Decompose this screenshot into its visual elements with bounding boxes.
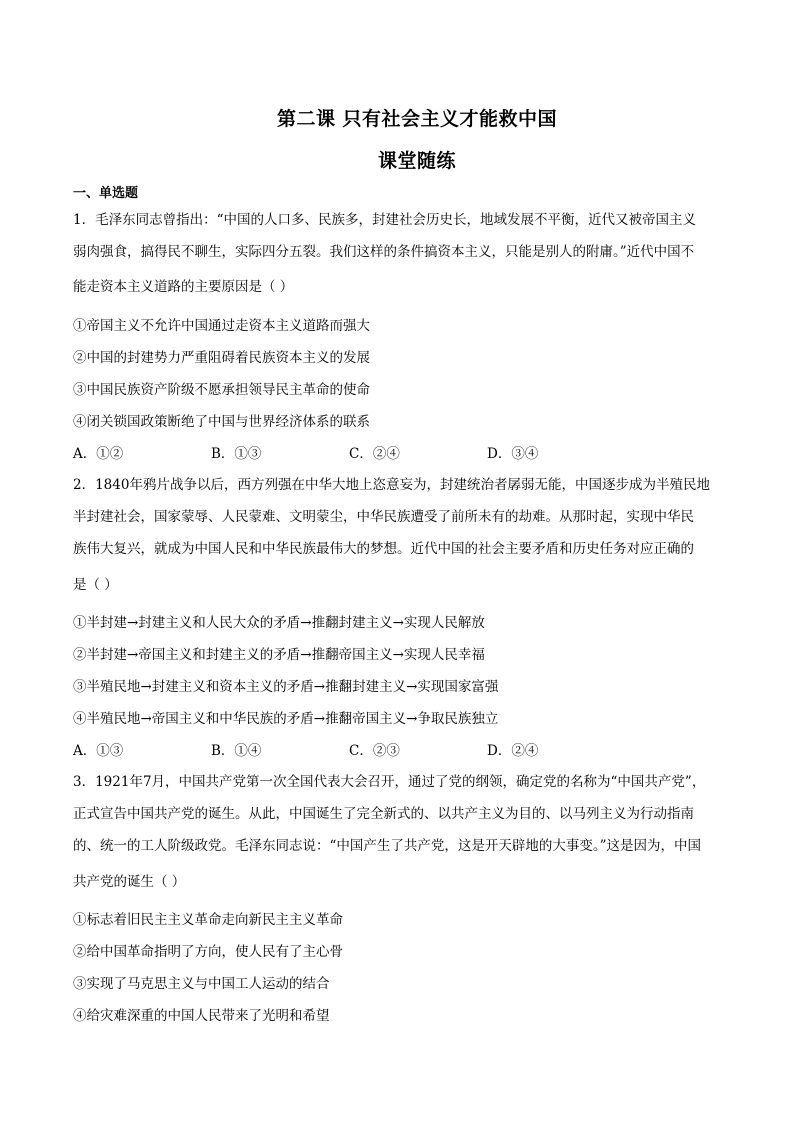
question-2-statement-4: ④半殖民地→帝国主义和中华民族的矛盾→推翻帝国主义→争取民族独立 — [73, 711, 499, 727]
question-1-option-d: D．③④ — [487, 446, 539, 462]
question-2-line-2: 半封建社会，国家蒙辱、人民蒙难、文明蒙尘，中华民族遭受了前所未有的劫难。从那时起，实现中华民 — [73, 509, 694, 525]
question-1-line-2: 弱肉强食，搞得民不聊生，实际四分五裂。我们这样的条件搞资本主义，只能是别人的附庸。”近代中国不 — [73, 244, 695, 260]
question-3-line-4: 共产党的诞生（ ） — [73, 874, 186, 890]
question-2-option-a: A．①③ — [73, 743, 124, 759]
question-1-line-1: 1．毛泽东同志曾指出：“中国的人口多、民族多，封建社会历史长，地域发展不平衡，近代又被帝国主义 — [73, 212, 696, 228]
question-3-line-3: 的、统一的工人阶级政党。毛泽东同志说：“中国产生了共产党，这是开天辟地的大事变。”这是因为，中国 — [73, 838, 702, 854]
question-2-option-d: D．②④ — [487, 743, 539, 759]
question-1-statement-4: ④闭关锁国政策断绝了中国与世界经济体系的联系 — [73, 414, 370, 430]
question-3-line-2: 正式宣告中国共产党的诞生。从此，中国诞生了完全新式的、以共产主义为目的、以马列主义为行动指南 — [73, 806, 694, 822]
question-1-line-3: 能走资本主义道路的主要原因是（ ） — [73, 279, 294, 295]
question-1-option-a: A．①② — [73, 446, 124, 462]
question-2-statement-2: ②半封建→帝国主义和封建主义的矛盾→推翻帝国主义→实现人民幸福 — [73, 647, 485, 663]
question-3-statement-1: ①标志着旧民主主义革命走向新民主主义革命 — [73, 912, 343, 928]
question-2-statement-1: ①半封建→封建主义和人民大众的矛盾→推翻封建主义→实现人民解放 — [73, 615, 485, 631]
question-3-line-1: 3．1921年7月，中国共产党第一次全国代表大会召开，通过了党的纲领，确定党的名称为“中国共产党”， — [73, 774, 706, 790]
page-title: 第二课 只有社会主义才能救中国 — [276, 108, 558, 130]
question-1-statement-3: ③中国民族资产阶级不愿承担领导民主革命的使命 — [73, 382, 370, 398]
question-3-statement-3: ③实现了马克思主义与中国工人运动的结合 — [73, 976, 330, 992]
question-2-line-1: 2．1840年鸦片战争以后，西方列强在中华大地上恣意妄为，封建统治者孱弱无能，中国逐步成为半殖民地 — [73, 477, 710, 493]
question-2-line-3: 族伟大复兴，就成为中国人民和中华民族最伟大的梦想。近代中国的社会主要矛盾和历史任务对应正确的 — [73, 541, 694, 557]
question-1-statement-2: ②中国的封建势力严重阻碍着民族资本主义的发展 — [73, 350, 370, 366]
question-1-option-b: B．①③ — [211, 446, 262, 462]
question-3-statement-2: ②给中国革命指明了方向，使人民有了主心骨 — [73, 944, 343, 960]
question-2-option-c: C．②③ — [349, 743, 400, 759]
page-subtitle: 课堂随练 — [377, 150, 456, 172]
question-2-option-b: B．①④ — [211, 743, 262, 759]
question-3-statement-4: ④给灾难深重的中国人民带来了光明和希望 — [73, 1008, 330, 1024]
question-1-option-c: C．②④ — [349, 446, 400, 462]
question-1-statement-1: ①帝国主义不允许中国通过走资本主义道路而强大 — [73, 318, 370, 334]
section-heading: 一、单选题 — [73, 186, 139, 201]
question-2-statement-3: ③半殖民地→封建主义和资本主义的矛盾→推翻封建主义→实现国家富强 — [73, 679, 499, 695]
question-2-line-4: 是（ ） — [73, 577, 118, 593]
